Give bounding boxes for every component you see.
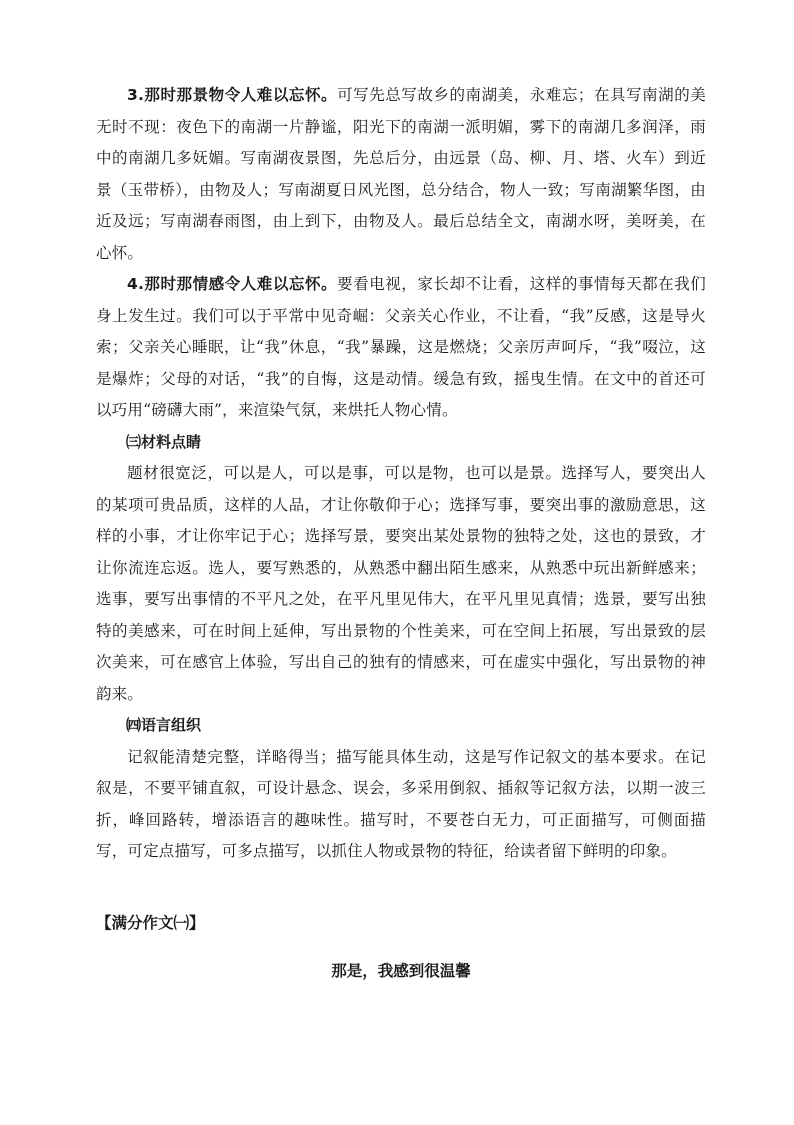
paragraph-emotion-heading: 4.那时那情感令人难以忘怀。 [127, 275, 338, 293]
paragraph-scenery [96, 80, 706, 269]
paragraph-emotion-body: 要看电视，家长却不让看，这样的事情每天都在我们身上发生过。我们可以于平常中见奇崛：父亲关心作业，不让看，“我”反感，这是导火索；父亲关心睡眠，让“我”休息，“我”暴躁，这是燃烧；父亲厉声呵斥，“我”啜泣，这是爆炸；父母的对话，“我”的自悔，这是动情。缓急有致，摇曳生情。在文中的首还可以巧用“磅礴大雨”，来渲染气氛，来烘托人物心情。 [96, 275, 706, 419]
essay-label: 【满分作文㈠】 [96, 913, 205, 932]
paragraph-scenery-heading: 3.那时那景物令人难以忘怀。 [127, 86, 338, 104]
spacer [96, 868, 706, 908]
document-content [96, 80, 706, 986]
essay-title: 那是，我感到很温馨 [331, 961, 471, 980]
paragraph-material: 题材很宽泛，可以是人，可以是事，可以是物，也可以是景。选择写人，要突出人的某项可贵品质，这样的人品，才让你敬仰于心；选择写事，要突出事的激励意思，这样的小事，才让你牢记于心；选择写景，要突出某处景物的独特之处，这也的景致，才让你流连忘返。选人，要写熟悉的，从熟悉中翻出陌生感来，从熟悉中玩出新鲜感来；选事，要写出事情的不平凡之处，在平凡里见伟大，在平凡里见真情；选景，要写出独特的美感来，可在时间上延伸，写出景物的个性美来，可在空间上拓展，写出景致的层次美来，可在感官上体验，写出自己的独有的情感来，可在虚实中强化，写出景物的神韵来。 [96, 464, 706, 703]
section-title-material: ㈢材料点睛 [126, 432, 202, 451]
section-title-language: ㈣语言组织 [126, 716, 202, 734]
paragraph-language: 记叙能清楚完整，详略得当；描写能具体生动，这是写作记叙文的基本要求。在记叙是，不要平铺直叙，可设计悬念、误会，多采用倒叙、插叙等记叙方法，以期一波三折，峰回路转，增添语言的趣味性。描写时，不要苍白无力，可正面描写，可侧面描写，可定点描写，可多点描写，以抓住人物或景物的特征，给读者留下鲜明的印象。 [96, 747, 706, 860]
paragraph-emotion [96, 269, 706, 427]
paragraph-scenery-body: 可写先总写故乡的南湖美，永难忘；在具写南湖的美无时不现：夜色下的南湖一片静谧，阳光下的南湖一派明媚，雾下的南湖几多润泽，雨中的南湖几多妩媚。写南湖夜景图，先总后分，由远景（岛、柳、月、塔、火车）到近景（玉带桥），由物及人；写南湖夏日风光图，总分结合，物人一致；写南湖繁华图，由近及远；写南湖春雨图，由上到下，由物及人。最后总结全文，南湖水呀，美呀美，在心怀。 [96, 86, 706, 262]
